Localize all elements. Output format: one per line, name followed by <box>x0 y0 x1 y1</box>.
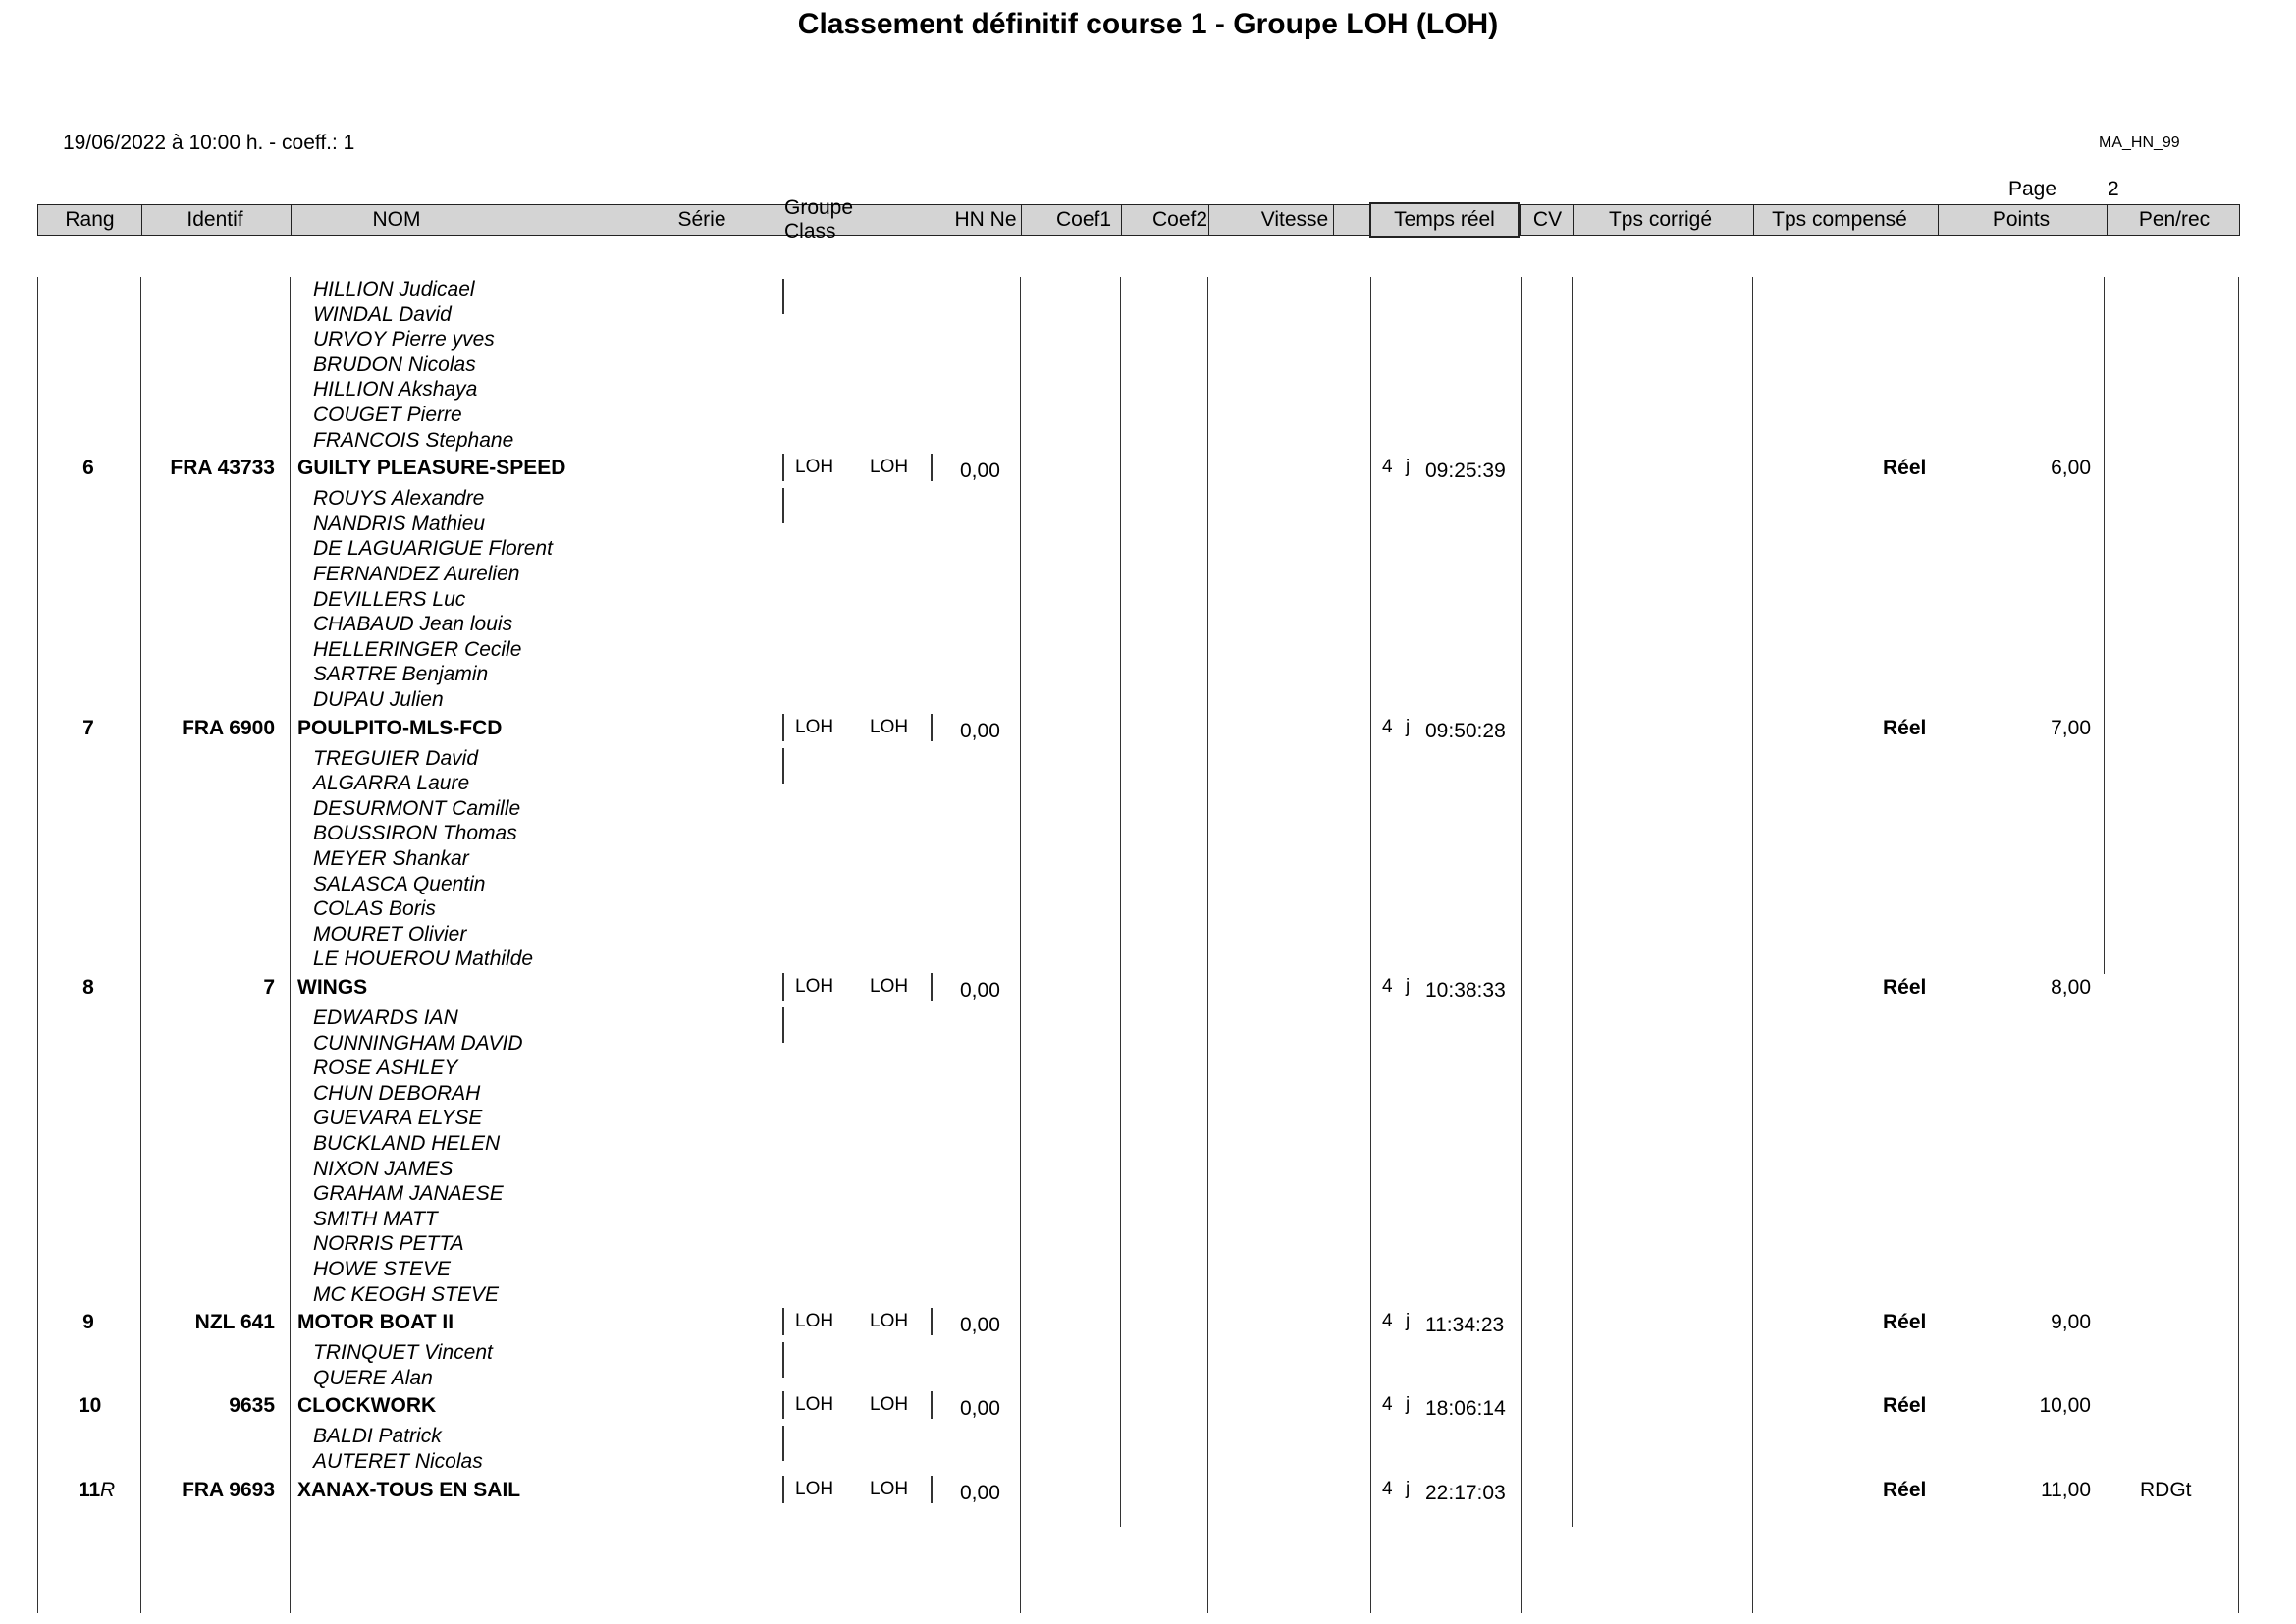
crew-member: DESURMONT Camille <box>313 796 521 820</box>
row-temps-reel: 11:34:23 <box>1425 1314 1505 1337</box>
column-header-points: Points <box>1992 208 2051 231</box>
row-points: 6,00 <box>2051 457 2091 480</box>
row-j: j <box>1406 1478 1411 1499</box>
page-title: Classement définitif course 1 - Groupe LOH (LOH) <box>797 8 1499 40</box>
header-divider <box>1208 205 1209 235</box>
row-mark: R <box>100 1478 116 1501</box>
header-divider <box>1520 205 1521 235</box>
cell-marker <box>782 1342 784 1378</box>
row-hn: 0,00 <box>960 719 1000 742</box>
cell-marker <box>782 279 784 314</box>
row-rang: 8 <box>82 976 94 999</box>
row-hn: 0,00 <box>960 460 1000 483</box>
row-hn: 0,00 <box>960 1481 1000 1504</box>
crew-member: GUEVARA ELYSE <box>313 1107 483 1130</box>
crew-member: SARTRE Benjamin <box>313 663 489 686</box>
header-divider <box>291 205 292 235</box>
column-header-serie: Série <box>677 208 726 231</box>
column-header-coef1: Coef1 <box>1055 208 1112 231</box>
cell-marker <box>782 1426 784 1461</box>
grid-line <box>140 277 141 1613</box>
header-divider <box>2107 205 2108 235</box>
cell-marker <box>782 1476 784 1503</box>
crew-member: GRAHAM JANAESE <box>313 1182 504 1206</box>
cell-marker <box>931 1391 933 1419</box>
report-code: MA_HN_99 <box>2099 135 2180 151</box>
row-identif: FRA 9693 <box>182 1478 275 1501</box>
row-groupe: LOH <box>795 716 834 737</box>
row-boat-name: XANAX-TOUS EN SAIL <box>297 1478 521 1501</box>
column-header-coef2: Coef2 <box>1151 208 1208 231</box>
row-days: 4 <box>1382 716 1393 737</box>
crew-member: DEVILLERS Luc <box>313 587 466 611</box>
page-label: Page <box>2008 178 2057 200</box>
row-j: j <box>1406 1311 1411 1332</box>
row-boat-name: GUILTY PLEASURE-SPEED <box>297 457 566 480</box>
row-days: 4 <box>1382 1311 1393 1332</box>
row-class: LOH <box>870 457 909 478</box>
row-boat-name: CLOCKWORK <box>297 1394 437 1418</box>
crew-member: BUCKLAND HELEN <box>313 1132 501 1155</box>
row-points: 8,00 <box>2051 976 2091 999</box>
row-temps-reel: 09:50:28 <box>1425 719 1506 742</box>
column-header-identif: Identif <box>187 208 243 231</box>
row-identif: 9635 <box>229 1394 275 1418</box>
row-time-type: Réel <box>1883 457 1927 480</box>
row-identif: 7 <box>263 976 275 999</box>
grid-line <box>2104 277 2105 974</box>
crew-member: BOUSSIRON Thomas <box>313 822 517 845</box>
grid-line <box>1521 277 1522 1613</box>
grid-line <box>2238 277 2239 1613</box>
header-divider <box>141 205 142 235</box>
crew-member: CHUN DEBORAH <box>313 1081 481 1105</box>
crew-member: ROUYS Alexandre <box>313 487 485 511</box>
column-header-nom: NOM <box>372 208 421 231</box>
crew-member: BALDI Patrick <box>313 1425 442 1448</box>
cell-marker <box>782 1007 784 1043</box>
row-rang: 7 <box>82 716 94 739</box>
crew-member: MC KEOGH STEVE <box>313 1282 500 1306</box>
row-temps-reel: 09:25:39 <box>1425 460 1506 483</box>
header-divider <box>1333 205 1334 235</box>
crew-member: NORRIS PETTA <box>313 1232 464 1256</box>
crew-member: CUNNINGHAM DAVID <box>313 1031 523 1055</box>
crew-member: NANDRIS Mathieu <box>313 512 486 535</box>
grid-line <box>1207 277 1208 1613</box>
header-divider <box>1121 205 1122 235</box>
header-divider <box>1021 205 1022 235</box>
grid-line <box>1752 1527 1753 1613</box>
grid-line <box>1752 277 1753 1527</box>
cell-marker <box>931 1476 933 1503</box>
row-hn: 0,00 <box>960 979 1000 1001</box>
table-header <box>37 196 2240 243</box>
row-points: 9,00 <box>2051 1311 2091 1334</box>
row-time-type: Réel <box>1883 1478 1927 1501</box>
row-boat-name: MOTOR BOAT II <box>297 1311 454 1334</box>
crew-member: COUGET Pierre <box>313 404 462 426</box>
row-rang: 11 <box>79 1478 101 1501</box>
column-header-temps-reel: Temps réel <box>1394 208 1495 231</box>
row-class: LOH <box>870 1478 909 1499</box>
column-header-pen-rec: Pen/rec <box>2138 208 2211 231</box>
cell-marker <box>782 454 784 481</box>
page-number: 2 <box>2108 178 2119 200</box>
crew-member: HELLERINGER Cecile <box>313 637 522 661</box>
crew-member: HILLION Judicael <box>313 278 475 300</box>
row-time-type: Réel <box>1883 716 1927 739</box>
row-class: LOH <box>870 716 909 737</box>
row-boat-name: POULPITO-MLS-FCD <box>297 716 503 739</box>
row-identif: FRA 43733 <box>170 457 275 480</box>
row-points: 10,00 <box>2039 1394 2091 1418</box>
crew-member: URVOY Pierre yves <box>313 328 495 352</box>
row-pen-rec: RDGt <box>2140 1478 2192 1501</box>
row-days: 4 <box>1382 1394 1393 1416</box>
cell-marker <box>782 973 784 1001</box>
row-temps-reel: 18:06:14 <box>1425 1397 1506 1421</box>
header-divider <box>1753 205 1754 235</box>
row-class: LOH <box>870 1394 909 1416</box>
column-header-rang: Rang <box>65 208 115 231</box>
row-points: 11,00 <box>2041 1478 2091 1501</box>
row-hn: 0,00 <box>960 1397 1000 1421</box>
row-points: 7,00 <box>2051 716 2091 739</box>
column-header-cv: CV <box>1532 208 1563 231</box>
cell-marker <box>931 1308 933 1335</box>
crew-member: HOWE STEVE <box>313 1258 452 1280</box>
crew-member: EDWARDS IAN <box>313 1006 458 1029</box>
race-date-line: 19/06/2022 à 10:00 h. - coeff.: 1 <box>63 132 355 154</box>
crew-member: DE LAGUARIGUE Florent <box>313 537 553 561</box>
grid-line <box>1572 277 1573 1527</box>
header-divider <box>1573 205 1574 235</box>
cell-marker <box>782 1391 784 1419</box>
row-j: j <box>1406 976 1411 997</box>
row-temps-reel: 22:17:03 <box>1425 1481 1506 1504</box>
column-header-vitesse: Vitesse <box>1260 208 1329 231</box>
crew-member: TREGUIER David <box>313 746 479 770</box>
column-header-tps-corrige: Tps corrigé <box>1608 208 1713 231</box>
row-groupe: LOH <box>795 1311 834 1332</box>
row-time-type: Réel <box>1883 1394 1927 1418</box>
row-j: j <box>1406 716 1411 737</box>
column-header-tps-compense: Tps compensé <box>1772 208 1907 231</box>
crew-member: LE HOUEROU Mathilde <box>313 947 534 971</box>
row-days: 4 <box>1382 1478 1393 1499</box>
row-temps-reel: 10:38:33 <box>1425 979 1506 1001</box>
grid-line <box>1020 277 1021 1613</box>
row-days: 4 <box>1382 457 1393 478</box>
row-j: j <box>1406 1394 1411 1416</box>
crew-member: NIXON JAMES <box>313 1157 454 1180</box>
crew-member: BRUDON Nicolas <box>313 352 476 376</box>
column-header-hn-ne: HN Ne <box>954 208 1017 231</box>
row-class: LOH <box>870 1311 909 1332</box>
row-class: LOH <box>870 976 909 997</box>
cell-marker <box>782 714 784 741</box>
crew-member: CHABAUD Jean louis <box>313 613 513 636</box>
crew-member: COLAS Boris <box>313 897 436 921</box>
crew-member: ALGARRA Laure <box>313 772 470 795</box>
grid-line <box>1370 277 1371 1613</box>
crew-member: MEYER Shankar <box>313 847 469 870</box>
crew-member: FRANCOIS Stephane <box>313 428 514 452</box>
crew-member: SALASCA Quentin <box>313 872 486 895</box>
crew-member: AUTERET Nicolas <box>313 1450 483 1473</box>
column-header-groupe-class: Groupe Class <box>784 196 854 243</box>
cell-marker <box>931 714 933 741</box>
crew-member: FERNANDEZ Aurelien <box>313 563 520 585</box>
row-time-type: Réel <box>1883 1311 1927 1334</box>
row-j: j <box>1406 457 1411 478</box>
grid-line <box>1120 277 1121 1527</box>
row-rang: 10 <box>79 1394 102 1418</box>
row-groupe: LOH <box>795 1478 834 1499</box>
cell-marker <box>931 973 933 1001</box>
crew-member: DUPAU Julien <box>313 688 444 711</box>
row-groupe: LOH <box>795 1394 834 1416</box>
grid-line <box>290 277 291 1613</box>
crew-member: WINDAL David <box>313 302 452 326</box>
row-groupe: LOH <box>795 457 834 478</box>
row-groupe: LOH <box>795 976 834 997</box>
row-rang: 6 <box>82 457 94 480</box>
row-rang: 9 <box>82 1311 94 1334</box>
grid-line <box>37 277 38 1613</box>
row-boat-name: WINGS <box>297 976 368 999</box>
row-time-type: Réel <box>1883 976 1927 999</box>
crew-member: TRINQUET Vincent <box>313 1341 493 1365</box>
crew-member: ROSE ASHLEY <box>313 1056 458 1080</box>
row-days: 4 <box>1382 976 1393 997</box>
header-divider <box>1938 205 1939 235</box>
row-identif: NZL 641 <box>194 1311 275 1334</box>
cell-marker <box>782 488 784 523</box>
row-hn: 0,00 <box>960 1314 1000 1337</box>
cell-marker <box>931 454 933 481</box>
crew-member: HILLION Akshaya <box>313 378 478 402</box>
row-identif: FRA 6900 <box>182 716 275 739</box>
crew-member: SMITH MATT <box>313 1207 438 1230</box>
crew-member: QUERE Alan <box>313 1366 433 1389</box>
cell-marker <box>782 1308 784 1335</box>
cell-marker <box>782 748 784 784</box>
crew-member: MOURET Olivier <box>313 922 467 946</box>
